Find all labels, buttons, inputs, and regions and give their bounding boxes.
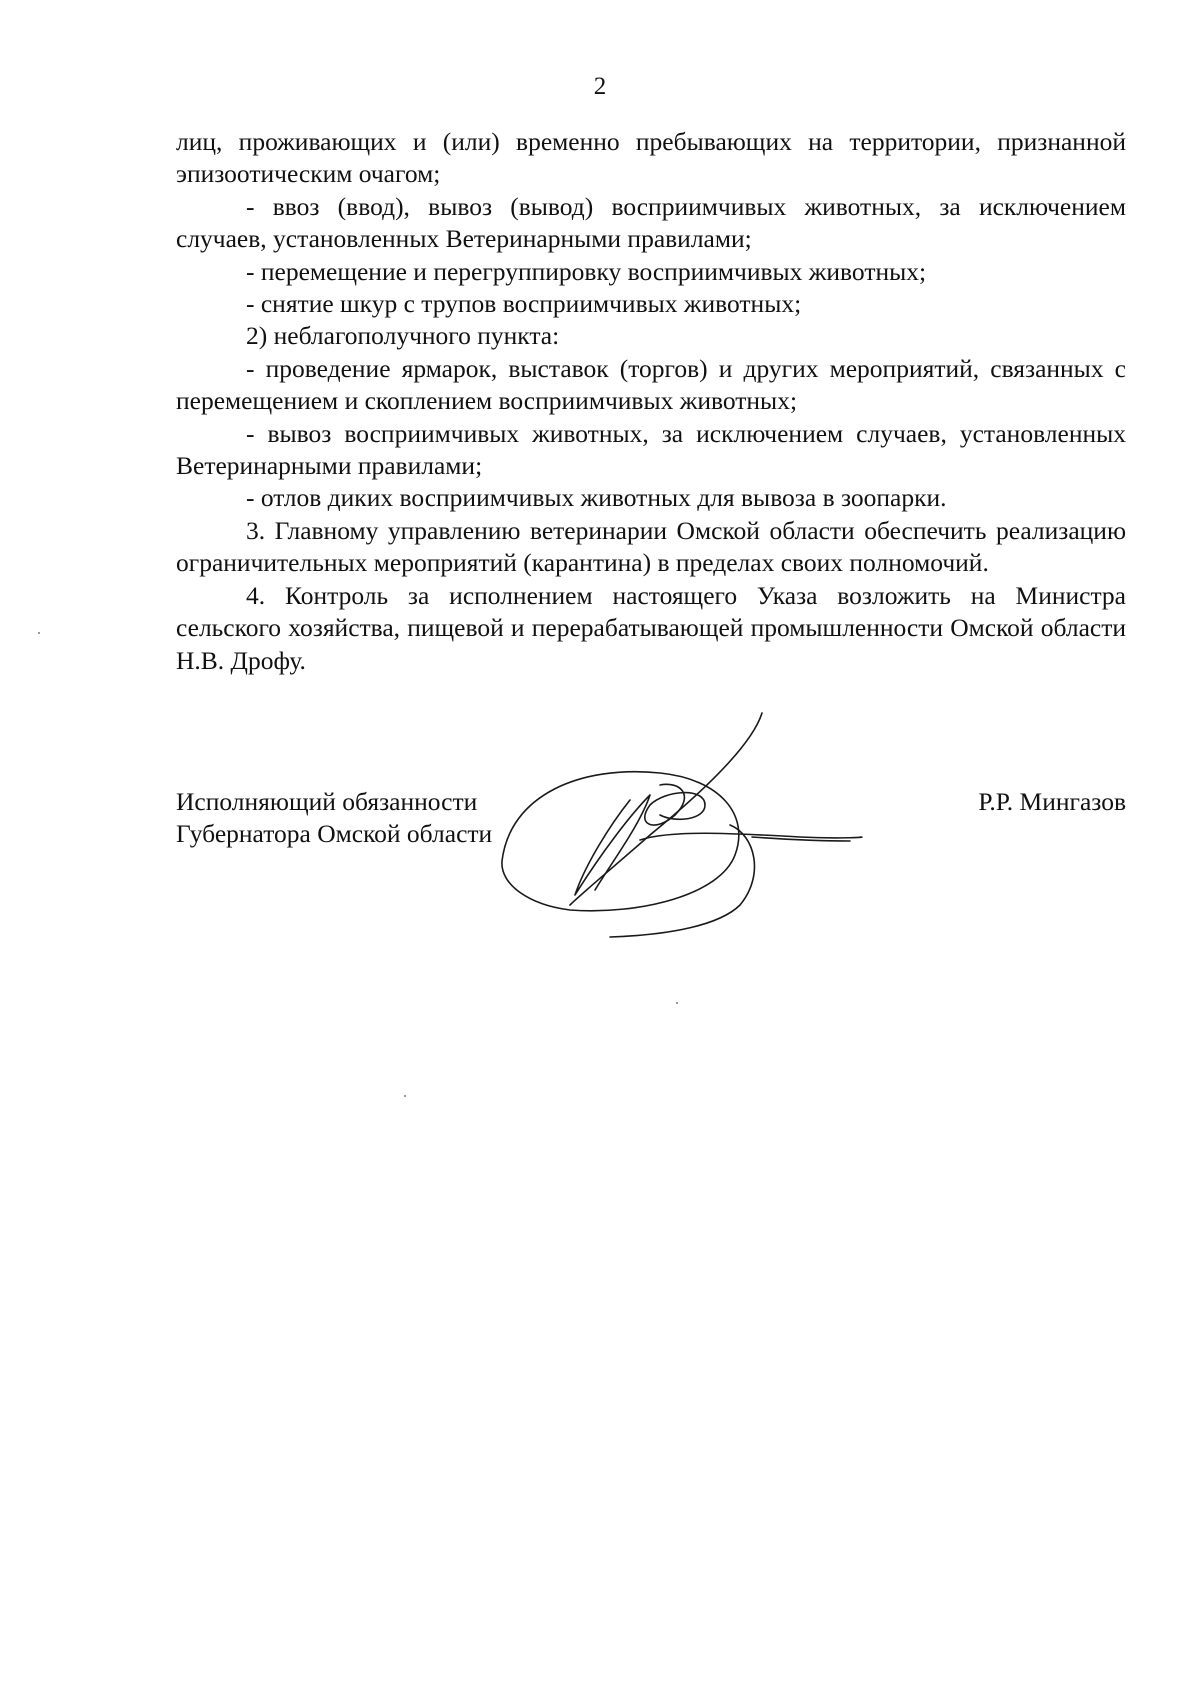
paragraph-skinning-ban: - снятие шкур с трупов восприимчивых животных; — [246, 289, 802, 319]
scan-speck — [676, 1002, 678, 1004]
paragraph-unfavorable-point: 2) неблагополучного пункта: — [246, 321, 560, 351]
scan-speck — [38, 632, 40, 634]
handwritten-signature — [500, 705, 940, 945]
signatory-position-line-2: Губернатора Омской области — [176, 819, 493, 849]
paragraph-fairs-ban: - проведение ярмарок, выставок (торгов) и других мероприятий, связанных с перемещением и скоплением восприимчивых животных; — [176, 353, 1126, 416]
signatory-name: Р.Р. Мингазов — [978, 787, 1126, 816]
paragraph-continuation: лиц, проживающих и (или) временно пребывающих на территории, признанной эпизоотическим очагом; — [176, 127, 1126, 189]
paragraph-wild-capture-ban: - отлов диких восприимчивых животных для вывоза в зоопарки. — [246, 483, 947, 513]
paragraph-item-3: 3. Главному управлению ветеринарии Омской области обеспечить реализацию ограничительных мероприятий (карантина) в пределах своих полномочий. — [176, 515, 1126, 578]
paragraph-item-4: 4. Контроль за исполнением настоящего Указа возложить на Министра сельского хозяйства, пищевой и перерабатывающей промышленности Омской области Н.В. Дрофу. — [176, 580, 1126, 675]
paragraph-export-ban: - вывоз восприимчивых животных, за исключением случаев, установленных Ветеринарными правилами; — [176, 418, 1126, 481]
page-number: 2 — [593, 73, 607, 100]
paragraph-regrouping-ban: - перемещение и перегруппировку восприимчивых животных; — [246, 256, 927, 286]
paragraph-import-export-ban: - ввоз (ввод), вывоз (вывод) восприимчивых животных, за исключением случаев, установленных Ветеринарными правилами; — [176, 191, 1126, 254]
document-body — [176, 126, 1126, 677]
signatory-position-line-1: Исполняющий обязанности — [176, 787, 478, 816]
scan-speck — [404, 1095, 406, 1097]
